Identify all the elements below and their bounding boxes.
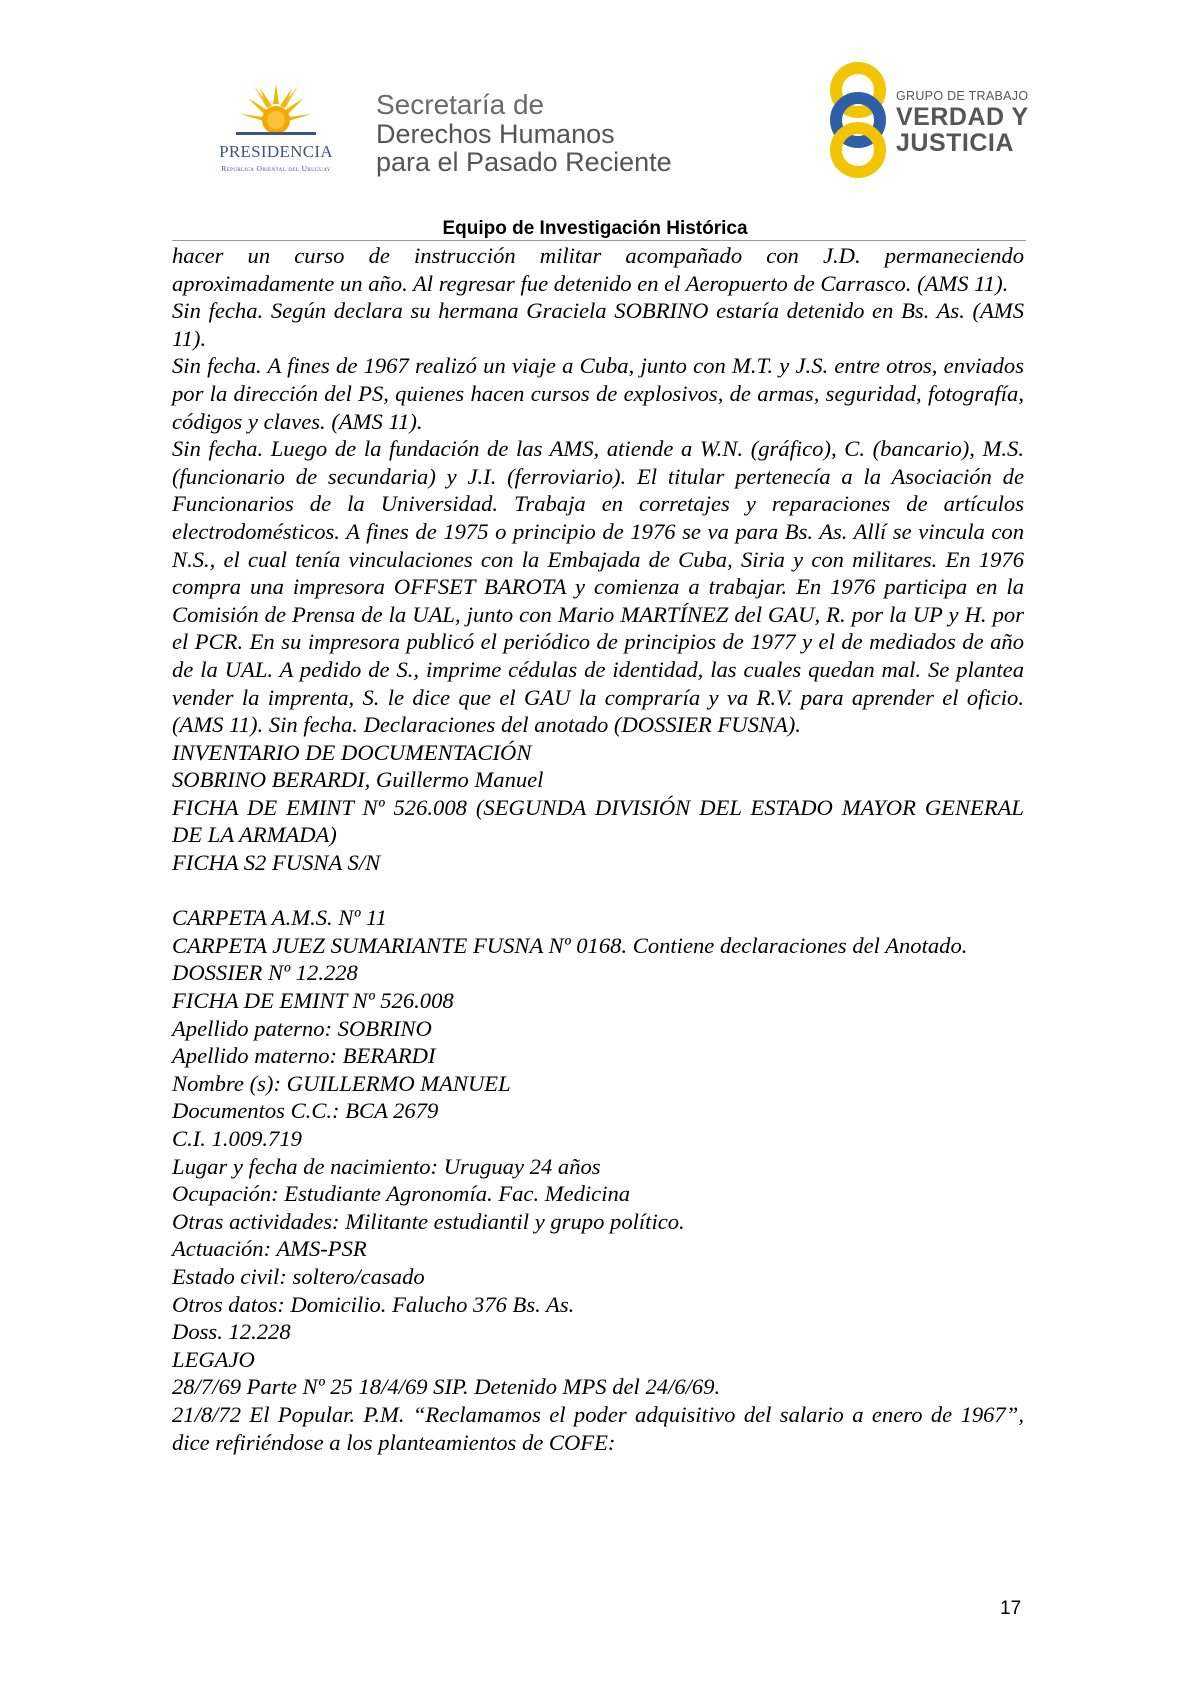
record-line: FICHA DE EMINT Nº 526.008 bbox=[172, 988, 454, 1014]
secretaria-line-1: Secretaría de bbox=[376, 89, 545, 120]
body-paragraph: Sin fecha. A fines de 1967 realizó un viaje a Cuba, junto con M.T. y J.S. entre otros, enviados por la dirección del PS, quienes hacen cursos de explosivos, de armas, seguridad, fotografía, códigos y claves. (AMS 11). bbox=[172, 353, 1024, 434]
body-paragraph: FICHA S2 FUSNA S/N bbox=[172, 850, 381, 876]
record-line: Ocupación: Estudiante Agronomía. Fac. Medicina bbox=[172, 1181, 631, 1207]
subject-name: SOBRINO BERARDI, Guillermo Manuel bbox=[172, 767, 544, 793]
record-line: 28/7/69 Parte Nº 25 18/4/69 SIP. Detenido MPS del 24/6/69. bbox=[172, 1374, 721, 1400]
grupo-trabajo-title bbox=[896, 88, 1029, 156]
interlocking-rings-icon bbox=[824, 58, 904, 180]
grupo-line-3: JUSTICIA bbox=[896, 129, 1014, 157]
record-line: Nombre (s): GUILLERMO MANUEL bbox=[172, 1070, 511, 1096]
presidencia-logo bbox=[196, 80, 356, 180]
uruguay-sun-emblem-icon bbox=[236, 80, 316, 140]
grupo-line-2: VERDAD Y bbox=[896, 103, 1029, 131]
record-line: DOSSIER Nº 12.228 bbox=[172, 960, 358, 986]
document-body bbox=[172, 242, 1024, 1456]
secretaria-title bbox=[376, 90, 672, 176]
header-divider bbox=[172, 240, 1026, 241]
presidencia-word: PRESIDENCIA bbox=[219, 142, 333, 161]
record-line: CARPETA A.M.S. Nº 11 bbox=[172, 905, 387, 931]
record-line: Otras actividades: Militante estudiantil y grupo político. bbox=[172, 1208, 685, 1234]
record-line: Documentos C.C.: BCA 2679 bbox=[172, 1098, 439, 1124]
record-line: LEGAJO bbox=[172, 1346, 255, 1372]
body-paragraph: Sin fecha. Luego de la fundación de las AMS, atiende a W.N. (gráfico), C. (bancario), M.S. (funcionario de secundaria) y J.I. (ferroviario). El titular pertenecía a la Asociación de Funcionarios de la Universidad. Trabaja en corretajes y reparaciones de artículos electrodomésticos. A fines de 1975 o principio de 1976 se va para Bs. As. Allí se vincula con N.S., el cual tenía vinculaciones con la Embajada de Cuba, Siria y con militares. En 1976 compra una impresora OFFSET BAROTA y comienza a trabajar. En 1976 participa en la Comisión de Prensa de la UAL, junto con Mario MARTÍNEZ del GAU, R. por la UP y H. por el PCR. En su impresora publicó el periódico de principios de 1977 y el de mediados de año de la UAL. A pedido de S., imprime cédulas de identidad, las cuales quedan mal. Se plantea vender la imprenta, S. le dice que el GAU la compraría y va R.V. para aprender el oficio. (AMS 11). Sin fecha. Declaraciones del anotado (DOSSIER FUSNA). bbox=[172, 436, 1024, 738]
record-line: Apellido paterno: SOBRINO bbox=[172, 1015, 432, 1041]
blank-line bbox=[172, 877, 1024, 905]
body-paragraph: Sin fecha. Según declara su hermana Graciela SOBRINO estaría detenido en Bs. As. (AMS 11). bbox=[172, 298, 1024, 351]
inventory-heading: INVENTARIO DE DOCUMENTACIÓN bbox=[172, 739, 532, 765]
body-paragraph: FICHA DE EMINT Nº 526.008 (SEGUNDA DIVISIÓN DEL ESTADO MAYOR GENERAL DE LA ARMADA) bbox=[172, 794, 1024, 848]
record-line: Actuación: AMS-PSR bbox=[172, 1236, 367, 1262]
team-title: Equipo de Investigación Histórica bbox=[442, 218, 748, 239]
record-line: Estado civil: soltero/casado bbox=[172, 1263, 425, 1289]
record-line: Otros datos: Domicilio. Falucho 376 Bs. As. bbox=[172, 1291, 575, 1317]
grupo-line-1: GRUPO DE TRABAJO bbox=[896, 89, 1029, 103]
record-line: Doss. 12.228 bbox=[172, 1319, 291, 1345]
record-line: C.I. 1.009.719 bbox=[172, 1126, 302, 1151]
record-line: Lugar y fecha de nacimiento: Uruguay 24 años bbox=[172, 1153, 601, 1179]
body-paragraph: hacer un curso de instrucción militar acompañado con J.D. permaneciendo aproximadamente un año. Al regresar fue detenido en el Aeropuerto de Carrasco. (AMS 11). bbox=[172, 243, 1024, 296]
secretaria-line-2: Derechos Humanos bbox=[376, 119, 615, 149]
record-line: CARPETA JUEZ SUMARIANTE FUSNA Nº 0168. Contiene declaraciones del Anotado. bbox=[172, 932, 968, 958]
page-number: 17 bbox=[1000, 1598, 1022, 1619]
secretaria-line-3: para el Pasado Reciente bbox=[376, 147, 672, 177]
presidencia-subtitle: República Oriental del Uruguay bbox=[221, 164, 331, 173]
body-paragraph: 21/8/72 El Popular. P.M. “Reclamamos el poder adquisitivo del salario a enero de 1967”, dice refiriéndose a los planteamientos de COFE: bbox=[172, 1401, 1024, 1455]
record-line: Apellido materno: BERARDI bbox=[172, 1043, 436, 1069]
